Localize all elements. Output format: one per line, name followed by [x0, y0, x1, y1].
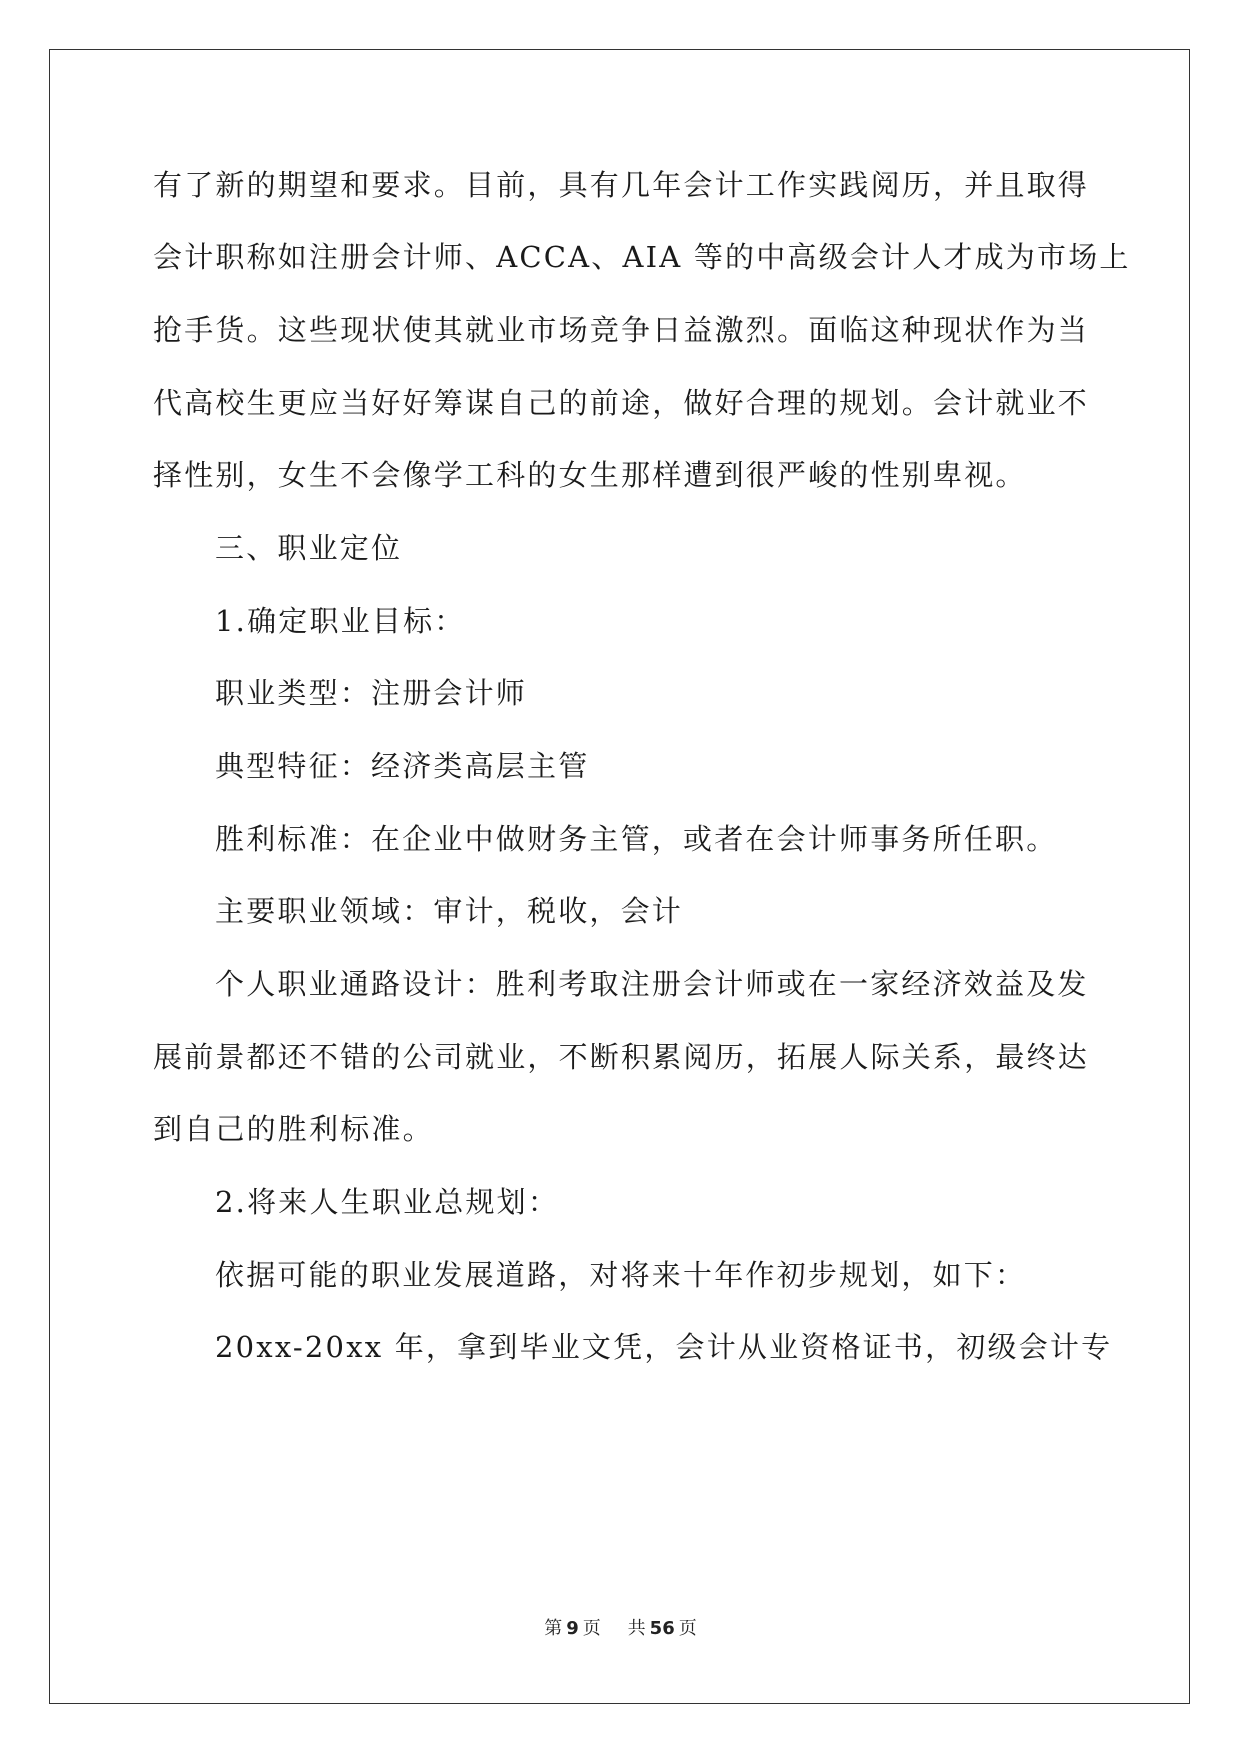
paragraph-line: 有了新的期望和要求。目前，具有几年会计工作实践阅历，并且取得: [153, 168, 1090, 202]
typical-feature: 典型特征：经济类高层主管: [215, 749, 590, 783]
paragraph-line: 择性别，女生不会像学工科的女生那样遭到很严峻的性别卑视。: [153, 458, 1027, 492]
subsection-heading: 1.确定职业目标：: [215, 604, 466, 638]
page-border: [49, 49, 1190, 1704]
page-footer: [0, 1614, 1241, 1640]
footer-total-unit: 页: [678, 1618, 697, 1639]
success-standard: 胜利标准：在企业中做财务主管，或者在会计师事务所任职。: [215, 822, 1058, 856]
paragraph-line: 展前景都还不错的公司就业，不断积累阅历，拓展人际关系，最终达: [153, 1040, 1090, 1074]
career-type: 职业类型：注册会计师: [215, 676, 528, 710]
subsection-heading: 2.将来人生职业总规划：: [215, 1185, 560, 1219]
footer-total-prefix: 共: [627, 1618, 646, 1639]
footer-prefix: 第: [544, 1618, 563, 1639]
total-page-number: 56: [649, 1618, 675, 1639]
paragraph-line: 会计职称如注册会计师、ACCA、AIA 等的中高级会计人才成为市场上: [153, 240, 1131, 274]
current-page-number: 9: [566, 1618, 579, 1639]
footer-page-unit: 页: [582, 1618, 601, 1639]
section-heading: 三、职业定位: [215, 531, 403, 565]
paragraph-line: 代高校生更应当好好筹谋自己的前途，做好合理的规划。会计就业不: [153, 386, 1090, 420]
plan-item: 20xx-20xx 年，拿到毕业文凭，会计从业资格证书，初级会计专: [215, 1330, 1113, 1364]
paragraph-line: 个人职业通路设计：胜利考取注册会计师或在一家经济效益及发: [215, 967, 1089, 1001]
career-domain: 主要职业领域：审计，税收，会计: [215, 894, 684, 928]
paragraph-line: 到自己的胜利标准。: [153, 1112, 434, 1146]
plan-intro: 依据可能的职业发展道路，对将来十年作初步规划，如下：: [215, 1258, 1027, 1292]
paragraph-line: 抢手货。这些现状使其就业市场竞争日益激烈。面临这种现状作为当: [153, 313, 1090, 347]
